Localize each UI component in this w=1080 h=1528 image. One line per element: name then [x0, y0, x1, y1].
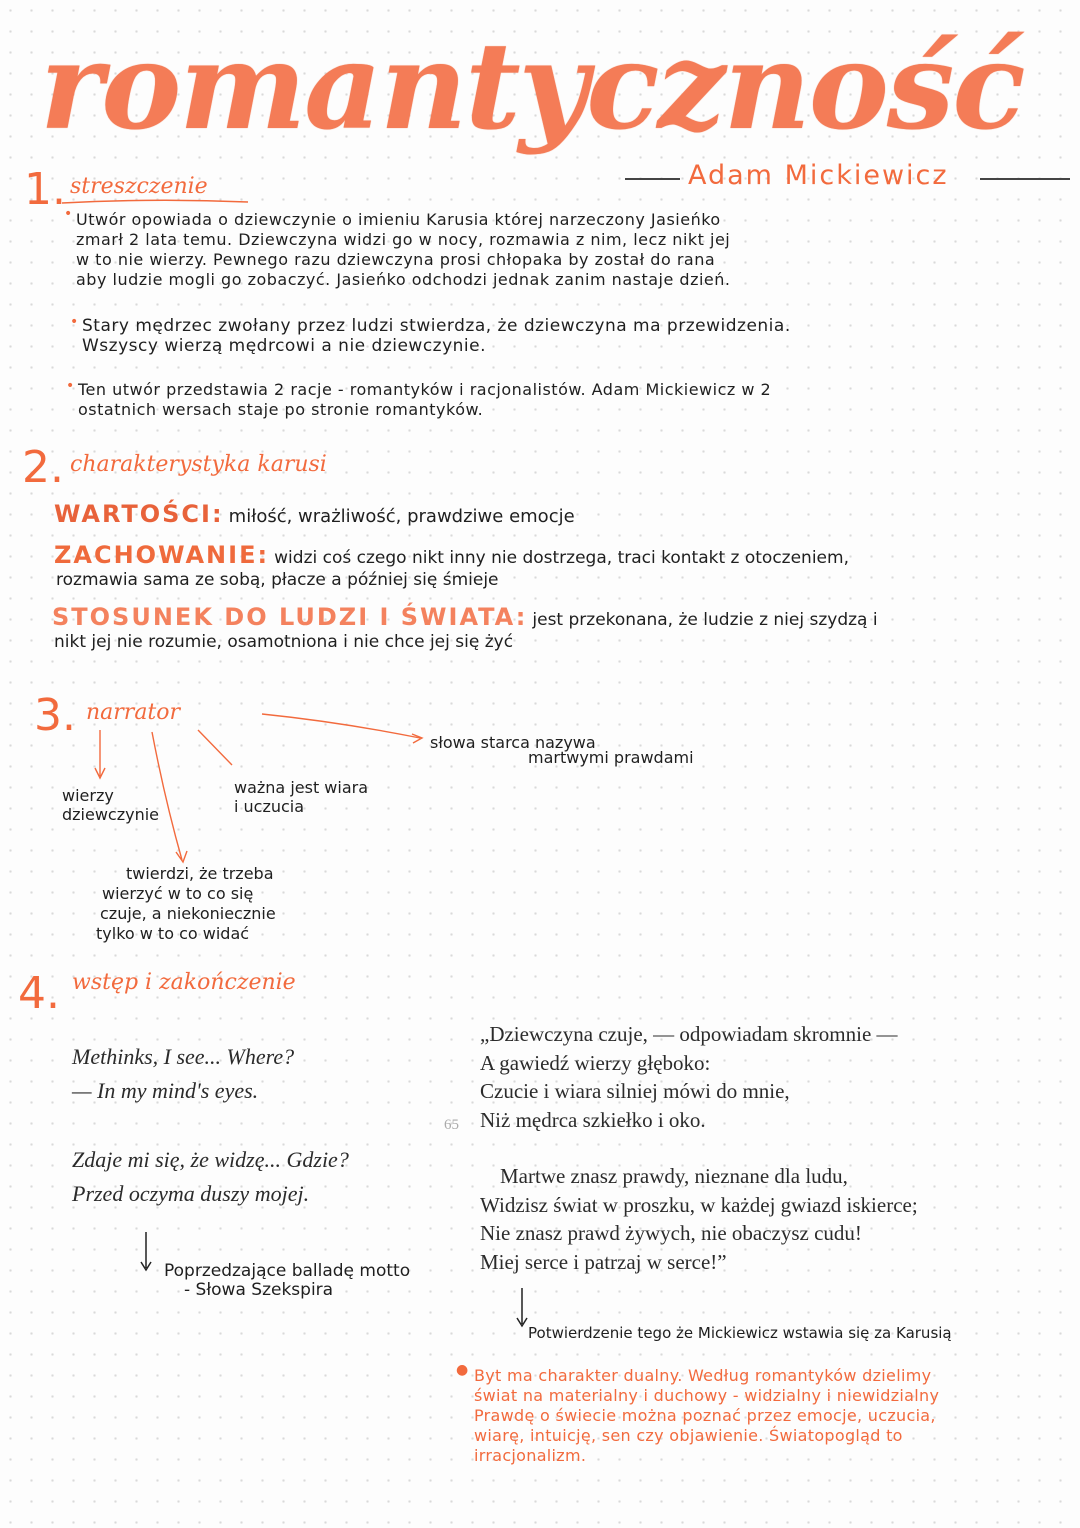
arrow-to-mid	[198, 730, 232, 765]
summary-line: Ten utwór przedstawia 2 racje - romantyków i racjonalistów. Adam Mickiewicz w 2	[78, 380, 772, 399]
branch-text: czuje, a niekoniecznie	[100, 904, 276, 923]
note-line: świat na materialny i duchowy - widzialny i niewidzialny	[474, 1386, 940, 1405]
section-1-number: 1.	[24, 164, 66, 215]
author-name: Adam Mickiewicz	[688, 160, 949, 191]
summary-line: Stary mędrzec zwołany przez ludzi stwierdza, że dziewczyna ma przewidzenia.	[82, 316, 791, 336]
page-title: romantyczność	[40, 16, 1024, 157]
poem-line: Niż mędrca szkiełko i oko.	[480, 1107, 706, 1132]
branch-text: wierzy	[62, 786, 114, 805]
values-label: WARTOŚCI:	[54, 500, 224, 528]
branch-text: słowa starca nazywa	[430, 733, 596, 752]
bullet-dot: •	[66, 378, 75, 394]
motto-note	[164, 1262, 410, 1300]
summary-line: w to nie wierzy. Pewnego razu dziewczyna prosi chłopaka by został do rana	[76, 250, 716, 269]
poem-line: A gawiedź wierzy głęboko:	[480, 1050, 711, 1075]
section-3-heading: narrator	[86, 700, 181, 725]
branch-text: i uczucia	[234, 797, 305, 816]
note-text: - Słowa Szekspira	[184, 1280, 334, 1300]
branch-text: martwymi prawdami	[528, 748, 694, 767]
relation-text-line-2: nikt jej nie rozumie, osamotniona i nie chce jej się żyć	[54, 632, 514, 652]
motto-polish	[72, 1143, 349, 1211]
branch-text: wierzyć w to co się	[102, 884, 254, 903]
relation-text-line-1: jest przekonana, że ludzie z niej szydzą i	[532, 610, 878, 630]
section-4-number: 4.	[18, 968, 60, 1019]
bullet-dot: ●	[456, 1362, 469, 1378]
summary-line: aby ludzie mogli go zobaczyć. Jasieńko odchodzi jednak zanim nastaje dzień.	[76, 270, 731, 289]
narrator-branch-down	[96, 864, 276, 944]
relation-label: STOSUNEK DO LUDZI I ŚWIATA:	[52, 603, 528, 631]
poem-line: Czucie i wiara silniej mówi do mnie,	[480, 1079, 790, 1103]
section-2-heading: charakterystyka karusi	[70, 452, 327, 477]
narrator-branch-left	[62, 786, 159, 824]
ending-note: Potwierdzenie tego że Mickiewicz wstawia się za Karusią	[528, 1324, 952, 1342]
note-line: Byt ma charakter dualny. Według romantyków dzielimy	[474, 1366, 932, 1385]
down-arrow-icon	[136, 1230, 156, 1274]
poem-line: — In my mind's eyes.	[72, 1078, 259, 1103]
note-text: Poprzedzające balladę motto	[164, 1261, 411, 1281]
bullet-dot: •	[64, 206, 73, 222]
final-note	[474, 1366, 1074, 1466]
note-line: irracjonalizm.	[474, 1446, 587, 1465]
branch-text: twierdzi, że trzeba	[126, 864, 274, 883]
poem-line: Nie znasz prawd żywych, nie obaczysz cudu!	[480, 1221, 862, 1245]
poem-line: Miej serce i patrzaj w serce!”	[480, 1249, 727, 1274]
bullet-dot: •	[70, 314, 79, 330]
note-line: wiarę, intuicję, sen czy objawienie. Światopogląd to	[474, 1426, 903, 1445]
summary-line: ostatnich wersach staje po stronie romantyków.	[78, 400, 484, 419]
note-line: Prawdę o świecie można poznać przez emocje, uczucia,	[474, 1406, 936, 1425]
behavior-text-line-1: widzi coś czego nikt inny nie dostrzega, traci kontakt z otoczeniem,	[274, 548, 849, 568]
section-2-number: 2.	[22, 442, 64, 493]
behavior-text-line-2: rozmawia sama ze sobą, płacze a później się śmieje	[56, 570, 499, 590]
poem-line: „Dziewczyna czuje, — odpowiadam skromnie —	[480, 1022, 898, 1046]
ending-stanza-2	[480, 1162, 918, 1276]
poem-line: Widzisz świat w proszku, w każdej gwiazd iskierce;	[480, 1192, 918, 1217]
branch-text: ważna jest wiara	[234, 778, 369, 797]
arrow-to-right	[262, 714, 420, 738]
section-1-heading: streszczenie	[70, 174, 208, 199]
branch-text: tylko w to co widać	[96, 924, 250, 943]
narrator-branch-right	[430, 733, 694, 767]
motto-english	[72, 1040, 294, 1108]
branch-text: dziewczynie	[62, 805, 160, 824]
poem-line: Przed oczyma duszy mojej.	[72, 1181, 310, 1206]
values-text: miłość, wrażliwość, prawdziwe emocje	[228, 506, 575, 527]
behavior-label: ZACHOWANIE:	[54, 541, 270, 569]
section-3-number: 3.	[34, 690, 76, 741]
narrator-branch-mid	[234, 778, 368, 816]
summary-line: Utwór opowiada o dziewczynie o imieniu Karusia której narzeczony Jasieńko	[76, 210, 721, 229]
ending-stanza-1	[480, 1020, 898, 1134]
page-number: 65	[444, 1117, 459, 1133]
section-4-heading: wstęp i zakończenie	[72, 970, 296, 995]
poem-line: Methinks, I see... Where?	[72, 1044, 295, 1069]
summary-line: zmarł 2 lata temu. Dziewczyna widzi go w nocy, rozmawia z nim, lecz nikt jej	[76, 230, 731, 249]
poem-line: Zdaje mi się, że widzę... Gdzie?	[72, 1147, 349, 1172]
summary-line: Wszyscy wierzą mędrcowi a nie dziewczynie.	[82, 336, 487, 356]
poem-line: Martwe znasz prawdy, nieznane dla ludu,	[500, 1164, 848, 1188]
